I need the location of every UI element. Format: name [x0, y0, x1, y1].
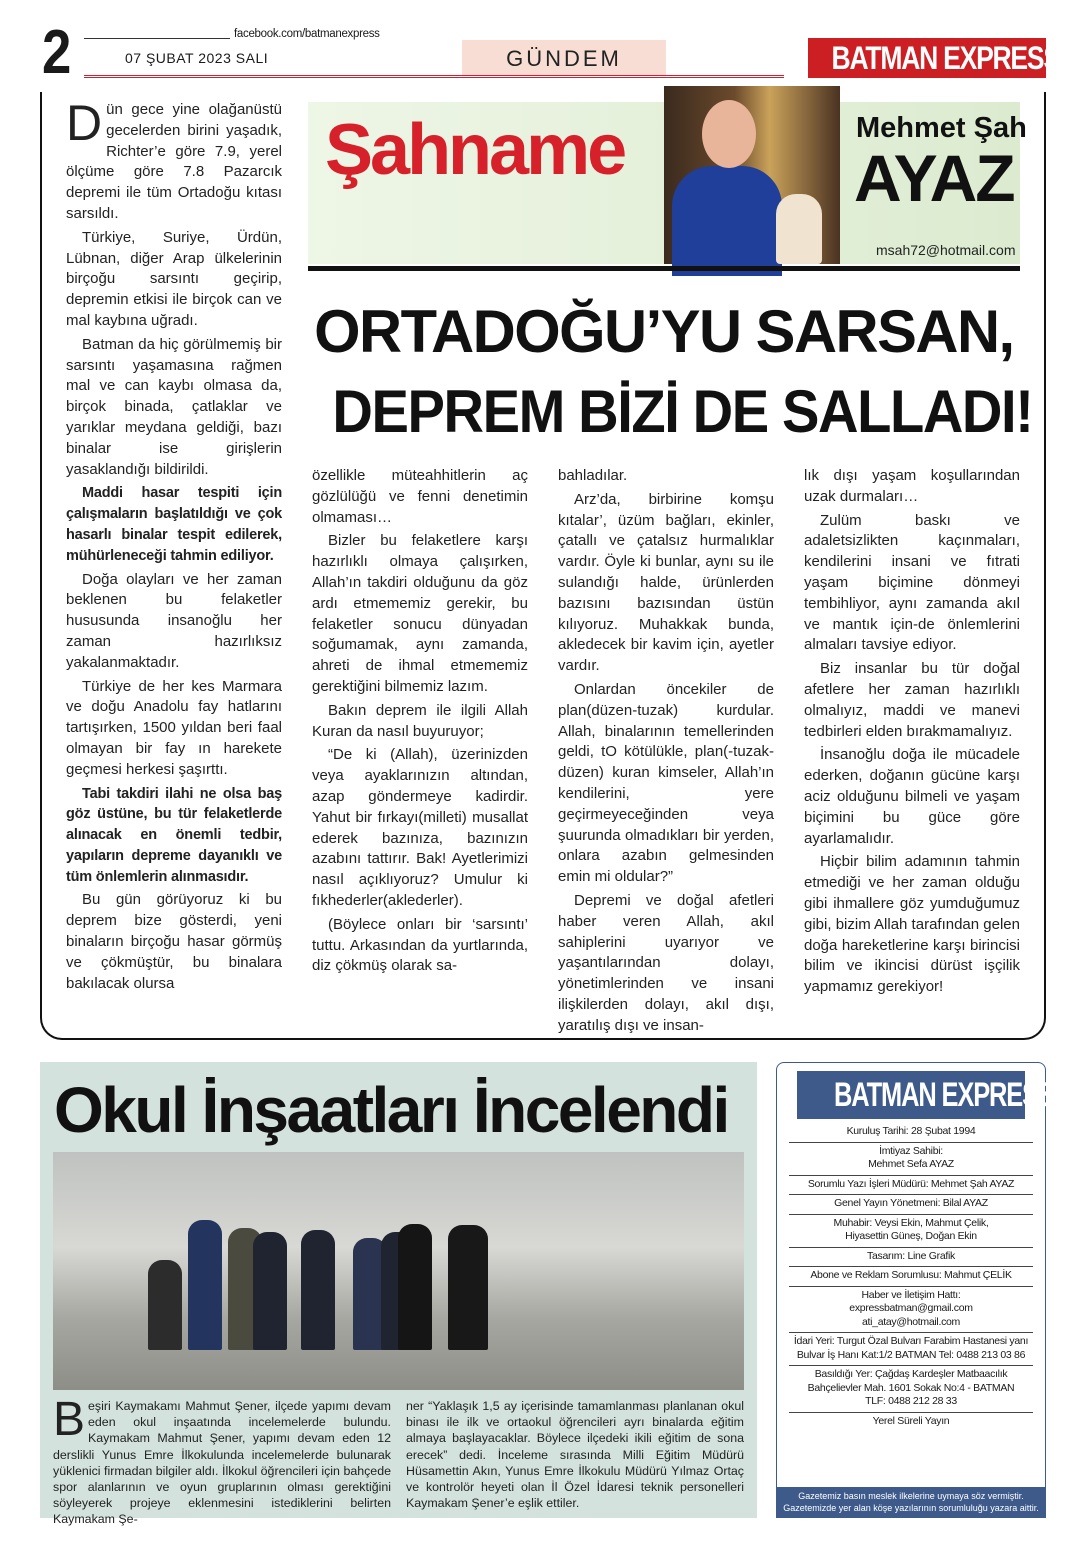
masthead-logo-box [797, 1071, 1054, 1119]
news-column-1 [53, 1393, 391, 1528]
paragraph: İnsanoğlu doğa ile mücadele ederken, doğanın gücüne karşı aciz olduğunu bilmeli ve yaşam biçimini bu güce göre ayarlamalıdır. [804, 746, 1020, 847]
masthead-footer [777, 1487, 1045, 1517]
body-column-4 [804, 466, 1020, 1001]
news-photo [53, 1152, 744, 1390]
paragraph: Tabi takdiri ilahi ne olsa baş göz üstüne, bu tür felaketlerde alınacak en önemli tedbir, yapıların depreme dayanıklı ve tüm önlemlerin alınmasıdır. [66, 785, 282, 885]
body-column-3 [558, 466, 774, 1040]
news-column-2: ner “Yaklaşık 1,5 ay içerisinde tamamlanması planlanan okul binası ile ilk ve ortaokul öğrencileri ayrı binalarda eğitim almaya başlayacaklar. Böylece ilçedeki ikili eğitim de sona erecek” dedi. İnceleme sırasında Milli Eğitim Müdürü Hüsamettin Akın, Yunus Emre İlkokulu Müdürü Yılmaz Ortaç ve kontrolör heyeti olan İl Özel İdaresi teknik personelleri Kaymakam Şener’e eşlik ettiler. [406, 1399, 744, 1511]
paragraph: Maddi hasar tespiti için çalışmaların başlatıldığı ve çok hasarlı binalar tespit edilerek, mühürleneceği tahmin ediliyor. [66, 485, 282, 564]
masthead-row: Haber ve İletişim Hattı: expressbatman@gmail.com ati_atay@hotmail.com [789, 1287, 1033, 1334]
footer-line-1: Gazetemiz basın meslek ilkelerine uymaya söz vermiştir. [798, 1491, 1024, 1501]
masthead-row: Tasarım: Line Grafik [789, 1248, 1033, 1268]
author-first-name: Mehmet Şah [856, 112, 1027, 144]
paragraph: Arz’da, birbirine komşu kıtalar’, üzüm bağları, ekinler, çatallı ve çatalsız hurmalıklar vardır. Öyle ki bunlar, aynı su ile sulandığı halde, ürünlerden bazısını bazısından üstün kılıyoruz. Muhakkak bunda, akledecek bir kavim için, ayetler vardır. [558, 490, 774, 675]
newspaper-logo-box [808, 38, 1060, 78]
masthead-row: Sorumlu Yazı İşleri Müdürü: Mehmet Şah AYAZ [789, 1176, 1033, 1196]
masthead-row: Yerel Süreli Yayın [872, 1414, 950, 1427]
paragraph: bahladılar. [558, 467, 628, 484]
paragraph: Hiçbir bilim adamının tahmin etmediği ve her zaman olduğu gibi ihmallere göz yumduğumuz gibi, bizim Allah tarafından gelen doğa hareketlerine karşı birincisi bilim ve ikincisi dürüst işçilik yapmamız gerekiyor! [804, 853, 1020, 996]
paragraph: “De ki (Allah), üzerinizden veya ayaklarınızın altından, azap göndermeye kadirdir. Yahut bir fırkayı(milleti) musallat ederek bazınıza, bazınızın azabını tattırır. Bak! Ayetlerimizi nasıl açıklıyoruz? Umulur ki fıkhederler(aklederler). [312, 746, 528, 909]
masthead-row: Basıldığı Yer: Çağdaş Kardeşler Matbaacılık Bahçelievler Mah. 1601 Sokak No:4 - BATMAN TLF: 0488 212 28 33 [789, 1366, 1033, 1413]
divider [84, 38, 230, 39]
masthead-row: Kuruluş Tarihi: 28 Şubat 1994 [789, 1123, 1033, 1143]
masthead-row: İmtiyaz Sahibi: Mehmet Sefa AYAZ [789, 1143, 1033, 1176]
paragraph: Doğa olayları ve her zaman beklenen bu felaketler hususunda insanoğlu her zaman hazırlıksız yakalanmaktadır. [66, 570, 282, 671]
masthead-row: Muhabir: Veysi Ekin, Mahmut Çelik, Hiyasettin Güneş, Doğan Ekin [789, 1215, 1033, 1248]
facebook-link[interactable]: facebook.com/batmanexpress [234, 28, 380, 40]
paragraph: Bakın deprem ile ilgili Allah Kuran da nasıl buyuruyor; [312, 701, 528, 740]
masthead-row: İdari Yeri: Turgut Özal Bulvarı Farabim Hastanesi yanı Bulvar İş Hanı Kat:1/2 BATMAN Tel: 0488 213 03 86 [789, 1333, 1033, 1366]
divider [308, 266, 1020, 271]
paragraph-text: ün gece yine olağanüstü gecelerden birini yaşadık, Richter’e göre 7.9, yerel ölçüme göre 7.8 Pazarcık depremi ile tüm Ortadoğu kıtası sarsıldı. [66, 101, 282, 222]
paragraph: (Böylece onları bir ‘sarsıntı’ tuttu. Arkasından da yurtlarında, diz çökmüş olarak sa- [312, 915, 528, 975]
masthead-list [789, 1123, 1033, 1431]
masthead-row: Genel Yayın Yönetmeni: Bilal AYAZ [789, 1195, 1033, 1215]
paragraph: lık dışı yaşam koşullarından uzak durmaları… [804, 467, 1020, 505]
page-number: 2 [42, 18, 72, 87]
paragraph [66, 95, 282, 225]
paragraph: Depremi ve doğal afetleri haber veren Allah, akıl sahiplerini uyarıyor ve yaşantılarından dolayı, yönetimlerinden ve insani ilişkilerden dolayı, akıl dışı, yaratılış dışı ve insan- [558, 891, 774, 1034]
author-last-name: AYAZ [854, 141, 1014, 215]
masthead-row: Abone ve Reklam Sorumlusu: Mahmut ÇELİK [789, 1267, 1033, 1287]
section-label: GÜNDEM [462, 40, 666, 76]
left-column [66, 95, 282, 997]
newspaper-logo: BATMAN EXPRESS [831, 40, 1060, 76]
news-title-box [54, 1070, 744, 1150]
body-column-2 [312, 466, 528, 980]
paragraph: Biz insanlar bu tür doğal afetlere her zaman hazırlıklı olmalıyız, maddi ve manevi tedbirleri elden bırakmamalıyız. [804, 660, 1020, 740]
news-title: Okul İnşaatları İncelendi [54, 1074, 728, 1146]
masthead-box [776, 1062, 1054, 1518]
header-rule [84, 75, 784, 78]
drop-cap: B [53, 1393, 86, 1446]
headline [308, 292, 1033, 452]
column-name: Şahname [325, 110, 625, 190]
masthead-logo: BATMAN EXPRESS [834, 1076, 1054, 1114]
headline-line-2: DEPREM BİZİ DE SALLADI! [332, 378, 1033, 445]
paragraph: Batman da hiç görülmemiş bir sarsıntı yaşamasına rağmen mal ve can kaybı olmasa da, birçok binada, çatlaklar ve yarıklar meydana geldiği, bazı binalar ise girişlerin yasaklandığı bildirildi. [66, 335, 282, 478]
author-email[interactable]: msah72@hotmail.com [876, 242, 1016, 258]
news-text: eşiri Kaymakamı Mahmut Şener, ilçede yapımı devam eden okul inşaatında incelemelerde bulundu. Kaymakam Mahmut Şener, yapımı devam eden 12 derslikli Yunus Emre İlkokulunda incelemelerde bulunarak yüklenici firmadan bilgiler aldı. İlkokul öğrencileri için bahçede spor alanlarının ve oyun gruplarının olması gerektiğini söyleyerek projeye eklenmesini istediklerini belirten Kaymakam Şe- [53, 1399, 391, 1527]
paragraph: Onlardan öncekiler de plan(düzen-tuzak) kurdular. Allah, binalarının temellerinden geldi, tO kötülükle, plan(-tuzak-düzen) kuran kimseler, Allah’ın kendilerini, yere geçirmeyeceğinden veya şuurunda olmadıkları bir yerden, onlara azabın gelmesinden emin mi oldular?” [558, 680, 774, 886]
paragraph: özellikle müteahhitlerin aç gözlülüğü ve fenni denetimin olmaması… [312, 467, 528, 526]
footer-line-2: Gazetemizde yer alan köşe yazılarının sorumluluğu yazara aittir. [783, 1503, 1039, 1513]
paragraph: Zulüm baskı ve adaletsizlikten kaçınmaları, kendilerini insani ve fıtrati yaşam biçimine dönmeyi tembihliyor, aynı zamanda akıl ve mantık için-de önlemlerini almaları tavsiye ediyor. [804, 511, 1020, 654]
paragraph: Bizler bu felaketlere karşı hazırlıklı olmaya çalışırken, Allah’ın takdiri olduğunu da göz ardı etmememiz gerekir, bu felaketler sonucu dünyadan soğumamak, aynı zamanda, ahreti de ihmal etmememiz gerektiğini bilmemiz lazım. [312, 532, 528, 695]
paragraph: Bu gün görüyoruz ki bu deprem bize gösterdi, yeni binaların birçoğu hasar görmüş ve çökmüştür, bu binalara bakılacak olursa [66, 891, 282, 992]
drop-cap: D [66, 95, 103, 151]
issue-date: 07 ŞUBAT 2023 SALI [125, 50, 269, 66]
paragraph: Türkiye, Suriye, Ürdün, Lübnan, diğer Arap ülkelerinin birçoğu sarsıntı geçirip, depremin etkisi ile birçok can ve mal kaybına uğradı. [66, 228, 282, 329]
paragraph: Türkiye de her kes Marmara ve doğu Anadolu fay hatlarını tartışırken, 1500 yıldan beri faal olmayan bir fay ın harekete geçmesi herkesi şaşırttı. [66, 677, 282, 778]
headline-line-1: ORTADOĞU’YU SARSAN, [314, 298, 1014, 365]
author-photo [664, 86, 840, 264]
